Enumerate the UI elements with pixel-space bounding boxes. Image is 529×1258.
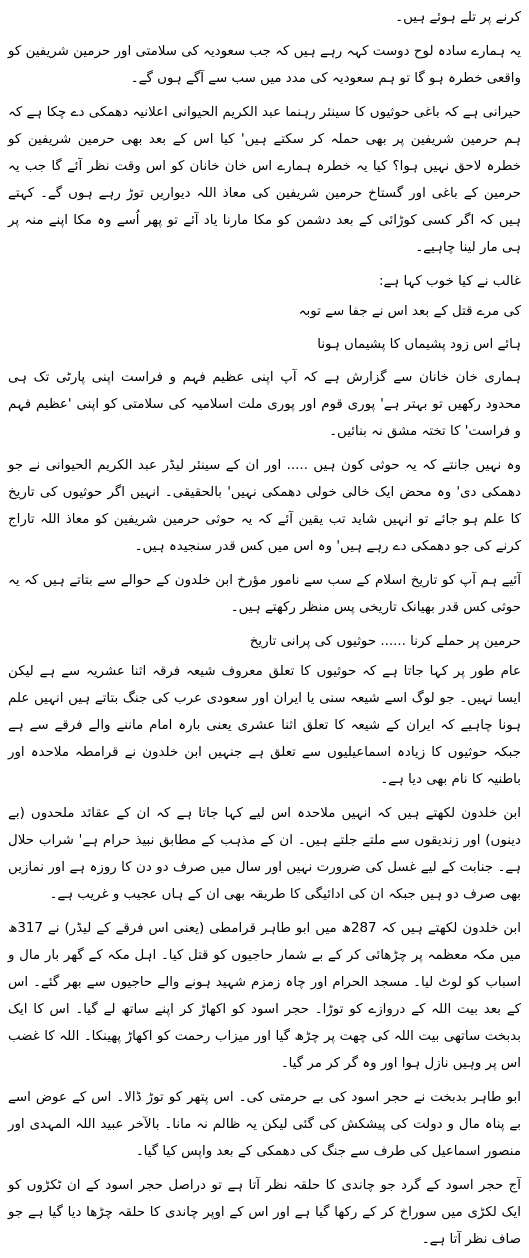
paragraph: آج حجر اسود کے گرد جو چاندی کا حلقہ نظر آتا ہے تو دراصل حجر اسود کے ان ٹکڑوں کو ایک لکڑی میں سوراخ کر کے رکھا گیا ہے اور اس کے اوپر چاندی کا حلقہ چڑھا دیا گیا ہے جو صاف نظر آتا ہے۔ [8,1178,521,1247]
paragraph: وہ نہیں جانتے کہ یہ حوثی کون ہیں ..... اور ان کے سینئر لیڈر عبد الکریم الحیوانی نے جو دھمکی دی' وہ محض ایک خالی خولی دھمکی نہیں' بالحقیقی۔ انہیں اگر حوثیوں کی تاریخ کا علم ہو جائے تو انہیں شاید تب یقین آئے کہ یہ حوثی حرمین شریفین کو معاذ اللہ تاراج کرنے کی جو دھمکی دے رہے ہیں' وہ اس میں کس قدر سنجیدہ ہیں۔ [8,458,521,554]
paragraph: عام طور پر کہا جاتا ہے کہ حوثیوں کا تعلق معروف شیعہ فرقہ اثنا عشریہ سے ہے لیکن ایسا نہیں۔ جو لوگ اسے شیعہ سنی یا ایران اور سعودی عرب کی جنگ بتاتے ہیں انہیں علم ہونا چاہیے کہ ایران کے شیعہ کا تعلق اثنا عشری یعنی بارہ امام ماننے والے فرقے سے ہے جبکہ حوثیوں کا زیادہ اسماعیلیوں سے تعلق ہے جنہیں ابن خلدون نے قرامطہ ملاحدہ اور باطنیہ کا نام بھی دیا ہے۔ [8,664,521,787]
paragraph: ابن خلدون لکھتے ہیں کہ 287ھ میں ابو طاہر قرامطی (یعنی اس فرقے کے لیڈر) نے 317ھ میں مکہ معظمہ پر چڑھائی کر کے بے شمار حاجیوں کو قتل کیا۔ اہل مکہ کے گھر بار مال و اسباب کو لوٹ لیا۔ مسجد الحرام اور چاہ زمزم شہید ہونے والے حاجیوں سے بھر گئے۔ اس کے بعد بیت اللہ کے دروازے کو توڑا۔ حجر اسود کو اکھاڑ کر اپنے ساتھ لے گیا۔ اس کا ایک بدبخت ساتھی بیت اللہ کی چھت پر چڑھ گیا اور میزاب رحمت کو اکھاڑ پھینکا۔ اللہ کا غضب اس پر وہیں نازل ہوا اور وہ گر کر مر گیا۔ [8,921,521,1071]
poetry-verse: کی مرے قتل کے بعد اس نے جفا سے توبہ [298,304,521,319]
paragraph: ابن خلدون لکھتے ہیں کہ انہیں ملاحدہ اس لیے کہا جاتا ہے کہ ان کے عقائد ملحدوں (بے دینوں) اور زندیقوں سے ملتے جلتے ہیں۔ ان کے مذہب کے مطابق نبیذ حرام ہے' شراب حلال ہے۔ جنابت کے لیے غسل کی ضرورت نہیں اور سال میں صرف دو دن کا روزہ ہے اور نمازیں بھی صرف دو ہیں جبکہ ان کی ادائیگی کا طریقہ بھی ان کے ہاں عجیب و غریب ہے۔ [8,806,521,902]
poetry-verse: ہائے اس زود پشیماں کا پشیماں ہونا [317,337,521,352]
paragraph: ابو طاہر بدبخت نے حجر اسود کی بے حرمتی کی۔ اس پتھر کو توڑ ڈالا۔ اس کے عوض اسے بے پناہ مال و دولت کی پیشکش کی گئی لیکن یہ ظالم نہ مانا۔ بالآخر عبید اللہ المہدی اور منصور اسماعیل کی طرف سے جنگ کی دھمکی کے بعد واپس کیا گیا۔ [8,1090,521,1159]
paragraph: ہماری خان خانان سے گزارش ہے کہ آپ اپنی عظیم فہم و فراست اپنی پارٹی تک ہی محدود رکھیں تو بہتر ہے' پوری قوم اور پوری ملت اسلامیہ کی سلامتی کو اپنی 'عظیم فہم و فراست' کا تختہ مشق نہ بنائیں۔ [8,370,521,439]
paragraph: یہ ہمارے سادہ لوح دوست کہہ رہے ہیں کہ جب سعودیہ کی سلامتی اور حرمین شریفین کو واقعی خطرہ ہو گا تو ہم سعودیہ کی مدد میں سب سے آگے ہوں گے۔ [8,44,521,86]
section-heading: حرمین پر حملے کرنا ...... حوثیوں کی پرانی تاریخ [249,634,521,649]
paragraph: غالب نے کیا خوب کہا ہے: [379,274,521,289]
paragraph: کرنے پر تلے ہوئے ہیں۔ [395,10,521,25]
paragraph: حیرانی ہے کہ باغی حوثیوں کا سینئر رہنما عبد الکریم الحیوانی اعلانیہ دھمکی دے چکا ہے کہ ہم حرمین شریفین پر بھی حملہ کر سکتے ہیں' کیا اس کے بعد بھی حرمین شریفین کو خطرہ لاحق نہیں ہوا؟ کیا یہ خطرہ ہمارے اس خان خانان کو اس وقت نظر آئے گا جب یہ حرمین کے باغی اور گستاخ حرمین شریفین کی معاذ اللہ دیواریں توڑ رہے ہوں گے۔ کہتے ہیں کہ اگر کسی کوڑائی کے بعد دشمن کو مکا مارنا یاد آئے تو پھر اُسے وہ مکا اپنے منہ پر ہی مار لینا چاہیے۔ [8,105,521,255]
paragraph: آئیے ہم آپ کو تاریخ اسلام کے سب سے نامور مؤرخ ابن خلدون کے حوالے سے بتاتے ہیں کہ یہ حوثی کس قدر بھیانک تاریخی پس منظر رکھتے ہیں۔ [8,573,521,615]
